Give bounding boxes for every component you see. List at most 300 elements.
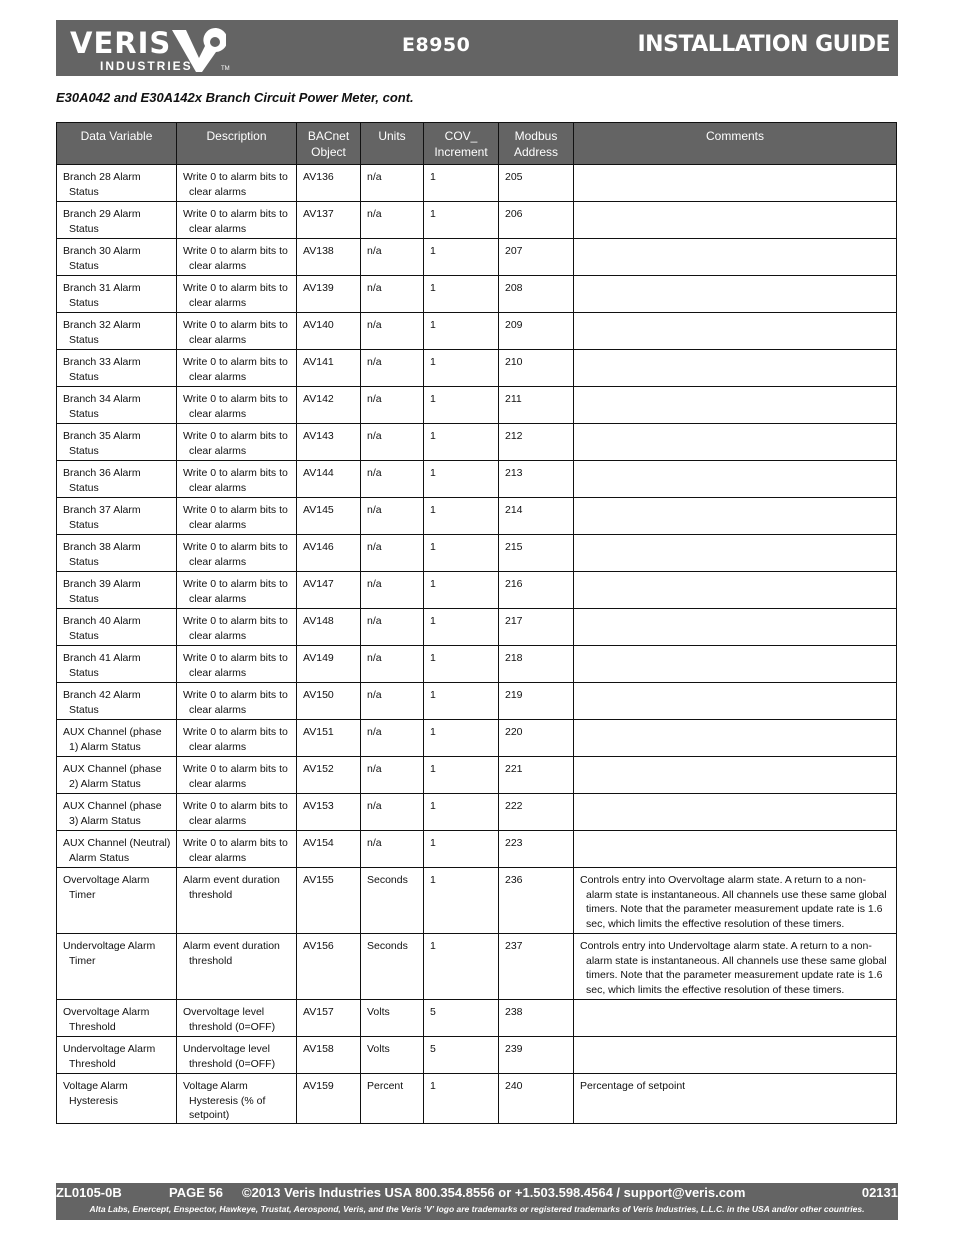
- cov-increment-cell: [424, 794, 499, 831]
- modbus-address-cell: [499, 498, 574, 535]
- units-cell: [361, 794, 424, 831]
- bacnet-object-cell: [297, 757, 361, 794]
- cell-text: Write 0 to alarm bits to clear alarms: [183, 467, 288, 494]
- description-cell: [177, 868, 297, 934]
- cell-text: Controls entry into Overvoltage alarm state. A return to a non-alarm state is instantaneous. All channels use these same global timers. Note that the parameter measurement update rate is 1.6 sec, which limits the effective resolution of these timers.: [580, 874, 887, 930]
- modbus-address-cell: [499, 934, 574, 1000]
- cell-text: n/a: [367, 319, 382, 331]
- comments-cell: [574, 757, 897, 794]
- cell-text: Branch 30 Alarm Status: [63, 245, 141, 272]
- bacnet-object-cell: [297, 202, 361, 239]
- cell-text: 219: [505, 689, 523, 701]
- cell-text: 1: [430, 763, 436, 775]
- cell-text: Branch 36 Alarm Status: [63, 467, 141, 494]
- units-cell: [361, 757, 424, 794]
- cell-text: Voltage Alarm Hysteresis: [63, 1080, 128, 1107]
- cell-text: 205: [505, 171, 523, 183]
- cell-text: 1: [430, 504, 436, 516]
- description-cell: [177, 757, 297, 794]
- data-variable-cell: [57, 868, 177, 934]
- data-variable-cell: [57, 609, 177, 646]
- modbus-address-cell: [499, 683, 574, 720]
- cell-text: Write 0 to alarm bits to clear alarms: [183, 763, 288, 790]
- table-row: [57, 535, 897, 572]
- cov-increment-cell: [424, 313, 499, 350]
- cell-text: 1: [430, 541, 436, 553]
- cell-text: 209: [505, 319, 523, 331]
- cell-text: 1: [430, 208, 436, 220]
- cell-text: Write 0 to alarm bits to clear alarms: [183, 689, 288, 716]
- cell-text: n/a: [367, 578, 382, 590]
- cell-text: 207: [505, 245, 523, 257]
- data-variable-cell: [57, 1000, 177, 1037]
- bacnet-object-cell: [297, 424, 361, 461]
- cell-text: n/a: [367, 393, 382, 405]
- cell-text: 240: [505, 1080, 523, 1092]
- data-variable-cell: [57, 646, 177, 683]
- description-cell: [177, 350, 297, 387]
- comments-cell: [574, 1037, 897, 1074]
- bacnet-object-cell: [297, 683, 361, 720]
- cell-text: 1: [430, 874, 436, 886]
- table-row: [57, 202, 897, 239]
- cell-text: 218: [505, 652, 523, 664]
- cov-increment-cell: [424, 1000, 499, 1037]
- column-header: COV_ Increment: [424, 123, 499, 165]
- cell-text: n/a: [367, 356, 382, 368]
- modbus-address-cell: [499, 831, 574, 868]
- page-footer: [56, 1183, 898, 1220]
- cell-text: Controls entry into Undervoltage alarm state. A return to a non-alarm state is instantaneous. All channels use these same global timers. Note that the parameter measurement update rate is 1.6 sec, which limits the effective resolution of these timers.: [580, 940, 887, 996]
- units-cell: [361, 934, 424, 1000]
- column-header: Data Variable: [57, 123, 177, 165]
- description-cell: [177, 720, 297, 757]
- cov-increment-cell: [424, 683, 499, 720]
- cell-text: 1: [430, 1080, 436, 1092]
- bacnet-object-cell: [297, 609, 361, 646]
- description-cell: [177, 609, 297, 646]
- modbus-address-cell: [499, 572, 574, 609]
- data-variable-cell: [57, 350, 177, 387]
- logo-subtitle: INDUSTRIES: [100, 59, 193, 73]
- cell-text: Write 0 to alarm bits to clear alarms: [183, 615, 288, 642]
- description-cell: [177, 276, 297, 313]
- data-variable-cell: [57, 572, 177, 609]
- cov-increment-cell: [424, 609, 499, 646]
- cell-text: 238: [505, 1006, 523, 1018]
- cov-increment-cell: [424, 572, 499, 609]
- cell-text: 223: [505, 837, 523, 849]
- comments-cell: [574, 572, 897, 609]
- column-header: BACnet Object: [297, 123, 361, 165]
- cov-increment-cell: [424, 239, 499, 276]
- comments-cell: [574, 350, 897, 387]
- cell-text: 1: [430, 467, 436, 479]
- description-cell: [177, 165, 297, 202]
- cov-increment-cell: [424, 831, 499, 868]
- description-cell: [177, 239, 297, 276]
- cell-text: AV144: [303, 467, 334, 479]
- cell-text: AV151: [303, 726, 334, 738]
- cell-text: Branch 39 Alarm Status: [63, 578, 141, 605]
- modbus-address-cell: [499, 461, 574, 498]
- cell-text: Write 0 to alarm bits to clear alarms: [183, 319, 288, 346]
- modbus-address-cell: [499, 313, 574, 350]
- comments-cell: [574, 313, 897, 350]
- cell-text: 1: [430, 245, 436, 257]
- column-header: Units: [361, 123, 424, 165]
- cell-text: Write 0 to alarm bits to clear alarms: [183, 541, 288, 568]
- bacnet-object-cell: [297, 387, 361, 424]
- logo-trademark: TM: [221, 66, 230, 72]
- table-row: [57, 313, 897, 350]
- cell-text: 1: [430, 689, 436, 701]
- table-row: [57, 720, 897, 757]
- cell-text: AUX Channel (phase 3) Alarm Status: [63, 800, 162, 827]
- cell-text: 1: [430, 726, 436, 738]
- modbus-address-cell: [499, 165, 574, 202]
- cell-text: AV158: [303, 1043, 334, 1055]
- cell-text: 212: [505, 430, 523, 442]
- cov-increment-cell: [424, 276, 499, 313]
- cell-text: Write 0 to alarm bits to clear alarms: [183, 393, 288, 420]
- units-cell: [361, 165, 424, 202]
- cell-text: 237: [505, 940, 523, 952]
- cell-text: Alarm event duration threshold: [183, 940, 280, 967]
- table-row: [57, 794, 897, 831]
- cell-text: AV136: [303, 171, 334, 183]
- cov-increment-cell: [424, 757, 499, 794]
- cell-text: 221: [505, 763, 523, 775]
- cell-text: 5: [430, 1006, 436, 1018]
- cell-text: Percent: [367, 1080, 404, 1092]
- cov-increment-cell: [424, 350, 499, 387]
- comments-cell: [574, 609, 897, 646]
- cell-text: 222: [505, 800, 523, 812]
- cov-increment-cell: [424, 720, 499, 757]
- data-variable-cell: [57, 313, 177, 350]
- column-header: Comments: [574, 123, 897, 165]
- cell-text: 1: [430, 171, 436, 183]
- description-cell: [177, 313, 297, 350]
- comments-cell: [574, 535, 897, 572]
- page-number: PAGE 56: [169, 1185, 223, 1200]
- comments-cell: [574, 239, 897, 276]
- description-cell: [177, 572, 297, 609]
- cell-text: Branch 33 Alarm Status: [63, 356, 141, 383]
- cell-text: Volts: [367, 1006, 390, 1018]
- comments-cell: [574, 276, 897, 313]
- units-cell: [361, 424, 424, 461]
- cell-text: Write 0 to alarm bits to clear alarms: [183, 837, 288, 864]
- modbus-address-cell: [499, 350, 574, 387]
- modbus-address-cell: [499, 868, 574, 934]
- cell-text: AV146: [303, 541, 334, 553]
- cell-text: AUX Channel (phase 2) Alarm Status: [63, 763, 162, 790]
- cell-text: Branch 37 Alarm Status: [63, 504, 141, 531]
- cell-text: 217: [505, 615, 523, 627]
- cell-text: 1: [430, 578, 436, 590]
- cell-text: AV143: [303, 430, 334, 442]
- trademark-notice: Alta Labs, Enercept, Enspector, Hawkeye, Trustat, Aerospond, Veris, and the Veris ‘V’ logo are trademarks or registered trademarks of Veris Industries, L.L.C. in the USA and/or other countries.: [89, 1204, 865, 1214]
- description-cell: [177, 1074, 297, 1124]
- cell-text: Branch 34 Alarm Status: [63, 393, 141, 420]
- modbus-address-cell: [499, 276, 574, 313]
- cell-text: Alarm event duration threshold: [183, 874, 280, 901]
- comments-cell: [574, 934, 897, 1000]
- bacnet-object-cell: [297, 831, 361, 868]
- cell-text: Write 0 to alarm bits to clear alarms: [183, 652, 288, 679]
- data-variable-cell: [57, 1074, 177, 1124]
- cell-text: 236: [505, 874, 523, 886]
- cov-increment-cell: [424, 498, 499, 535]
- cell-text: 208: [505, 282, 523, 294]
- data-variable-cell: [57, 387, 177, 424]
- units-cell: [361, 202, 424, 239]
- table-row: [57, 350, 897, 387]
- cov-increment-cell: [424, 1074, 499, 1124]
- units-cell: [361, 1074, 424, 1124]
- description-cell: [177, 646, 297, 683]
- bacnet-object-cell: [297, 1000, 361, 1037]
- cell-text: n/a: [367, 282, 382, 294]
- units-cell: [361, 276, 424, 313]
- cell-text: 216: [505, 578, 523, 590]
- units-cell: [361, 683, 424, 720]
- bacnet-object-cell: [297, 868, 361, 934]
- modbus-address-cell: [499, 1000, 574, 1037]
- cell-text: Branch 31 Alarm Status: [63, 282, 141, 309]
- data-variable-cell: [57, 683, 177, 720]
- cell-text: n/a: [367, 763, 382, 775]
- description-cell: [177, 1000, 297, 1037]
- modbus-address-cell: [499, 646, 574, 683]
- table-row: [57, 1000, 897, 1037]
- units-cell: [361, 239, 424, 276]
- table-header-row: [57, 123, 897, 165]
- cell-text: AV138: [303, 245, 334, 257]
- cell-text: 214: [505, 504, 523, 516]
- cell-text: 210: [505, 356, 523, 368]
- cell-text: Seconds: [367, 874, 408, 886]
- units-cell: [361, 1037, 424, 1074]
- description-cell: [177, 424, 297, 461]
- description-cell: [177, 461, 297, 498]
- bacnet-object-cell: [297, 461, 361, 498]
- cell-text: Write 0 to alarm bits to clear alarms: [183, 208, 288, 235]
- description-cell: [177, 387, 297, 424]
- cell-text: n/a: [367, 800, 382, 812]
- cell-text: Branch 28 Alarm Status: [63, 171, 141, 198]
- description-cell: [177, 683, 297, 720]
- description-cell: [177, 794, 297, 831]
- units-cell: [361, 572, 424, 609]
- cov-increment-cell: [424, 461, 499, 498]
- cell-text: AV154: [303, 837, 334, 849]
- cov-increment-cell: [424, 646, 499, 683]
- cov-increment-cell: [424, 424, 499, 461]
- cell-text: Volts: [367, 1043, 390, 1055]
- comments-cell: [574, 1074, 897, 1124]
- cell-text: Branch 42 Alarm Status: [63, 689, 141, 716]
- data-variable-cell: [57, 498, 177, 535]
- comments-cell: [574, 720, 897, 757]
- modbus-address-cell: [499, 794, 574, 831]
- cov-increment-cell: [424, 202, 499, 239]
- cell-text: Write 0 to alarm bits to clear alarms: [183, 430, 288, 457]
- comments-cell: [574, 831, 897, 868]
- cell-text: AV148: [303, 615, 334, 627]
- cell-text: n/a: [367, 837, 382, 849]
- cell-text: 1: [430, 430, 436, 442]
- cell-text: Branch 38 Alarm Status: [63, 541, 141, 568]
- cell-text: Undervoltage Alarm Threshold: [63, 1043, 156, 1070]
- modbus-address-cell: [499, 239, 574, 276]
- cell-text: AV140: [303, 319, 334, 331]
- units-cell: [361, 868, 424, 934]
- comments-cell: [574, 165, 897, 202]
- data-variable-cell: [57, 720, 177, 757]
- data-variable-cell: [57, 461, 177, 498]
- comments-cell: [574, 794, 897, 831]
- copyright-contact: ©2013 Veris Industries USA 800.354.8556 or +1.503.598.4564 / support@veris.com: [242, 1185, 746, 1200]
- cell-text: AUX Channel (Neutral) Alarm Status: [63, 837, 171, 864]
- table-row: [57, 683, 897, 720]
- section-subtitle: E30A042 and E30A142x Branch Circuit Power Meter, cont.: [56, 90, 414, 105]
- bacnet-object-cell: [297, 276, 361, 313]
- cell-text: AV150: [303, 689, 334, 701]
- cell-text: n/a: [367, 615, 382, 627]
- cell-text: Write 0 to alarm bits to clear alarms: [183, 726, 288, 753]
- cell-text: AV147: [303, 578, 334, 590]
- cov-increment-cell: [424, 934, 499, 1000]
- column-header: Description: [177, 123, 297, 165]
- description-cell: [177, 535, 297, 572]
- modbus-address-cell: [499, 757, 574, 794]
- cell-text: 1: [430, 837, 436, 849]
- cell-text: 1: [430, 940, 436, 952]
- data-variable-table: [56, 122, 897, 1124]
- bacnet-object-cell: [297, 720, 361, 757]
- units-cell: [361, 831, 424, 868]
- cell-text: AUX Channel (phase 1) Alarm Status: [63, 726, 162, 753]
- modbus-address-cell: [499, 535, 574, 572]
- cell-text: AV157: [303, 1006, 334, 1018]
- table-row: [57, 757, 897, 794]
- units-cell: [361, 313, 424, 350]
- table-row: [57, 1074, 897, 1124]
- table-row: [57, 498, 897, 535]
- data-variable-cell: [57, 1037, 177, 1074]
- table-row: [57, 609, 897, 646]
- cell-text: AV159: [303, 1080, 334, 1092]
- cell-text: Write 0 to alarm bits to clear alarms: [183, 245, 288, 272]
- cell-text: Undervoltage level threshold (0=OFF): [183, 1043, 276, 1070]
- units-cell: [361, 387, 424, 424]
- data-variable-cell: [57, 831, 177, 868]
- cell-text: 1: [430, 356, 436, 368]
- bacnet-object-cell: [297, 646, 361, 683]
- table-row: [57, 831, 897, 868]
- bacnet-object-cell: [297, 1037, 361, 1074]
- modbus-address-cell: [499, 720, 574, 757]
- bacnet-object-cell: [297, 572, 361, 609]
- table-row: [57, 646, 897, 683]
- comments-cell: [574, 424, 897, 461]
- data-variable-cell: [57, 239, 177, 276]
- table-row: [57, 165, 897, 202]
- modbus-address-cell: [499, 202, 574, 239]
- table-row: [57, 868, 897, 934]
- cell-text: AV155: [303, 874, 334, 886]
- modbus-address-cell: [499, 1074, 574, 1124]
- comments-cell: [574, 683, 897, 720]
- cell-text: AV145: [303, 504, 334, 516]
- description-cell: [177, 934, 297, 1000]
- cell-text: Seconds: [367, 940, 408, 952]
- comments-cell: [574, 461, 897, 498]
- table-row: [57, 387, 897, 424]
- cell-text: 1: [430, 652, 436, 664]
- modbus-address-cell: [499, 424, 574, 461]
- cell-text: 1: [430, 319, 436, 331]
- cov-increment-cell: [424, 1037, 499, 1074]
- cell-text: n/a: [367, 652, 382, 664]
- cell-text: Write 0 to alarm bits to clear alarms: [183, 171, 288, 198]
- cell-text: 213: [505, 467, 523, 479]
- data-variable-cell: [57, 535, 177, 572]
- cell-text: Voltage Alarm Hysteresis (% of setpoint): [183, 1080, 266, 1121]
- cell-text: Overvoltage Alarm Threshold: [63, 1006, 150, 1033]
- table-row: [57, 276, 897, 313]
- units-cell: [361, 461, 424, 498]
- cell-text: 1: [430, 282, 436, 294]
- table-row: [57, 1037, 897, 1074]
- cell-text: 1: [430, 800, 436, 812]
- comments-cell: [574, 646, 897, 683]
- date-code: 02131: [861, 1185, 898, 1200]
- bacnet-object-cell: [297, 165, 361, 202]
- cell-text: n/a: [367, 171, 382, 183]
- table-row: [57, 424, 897, 461]
- cell-text: n/a: [367, 689, 382, 701]
- cell-text: AV142: [303, 393, 334, 405]
- cell-text: n/a: [367, 504, 382, 516]
- data-variable-cell: [57, 202, 177, 239]
- table-row: [57, 239, 897, 276]
- bacnet-object-cell: [297, 535, 361, 572]
- cell-text: 206: [505, 208, 523, 220]
- cell-text: 220: [505, 726, 523, 738]
- bacnet-object-cell: [297, 1074, 361, 1124]
- description-cell: [177, 498, 297, 535]
- column-header: Modbus Address: [499, 123, 574, 165]
- page-header: [56, 20, 898, 76]
- cell-text: Branch 40 Alarm Status: [63, 615, 141, 642]
- cell-text: n/a: [367, 430, 382, 442]
- bacnet-object-cell: [297, 313, 361, 350]
- description-cell: [177, 831, 297, 868]
- comments-cell: [574, 202, 897, 239]
- table-row: [57, 934, 897, 1000]
- data-variable-cell: [57, 276, 177, 313]
- units-cell: [361, 535, 424, 572]
- cell-text: AV156: [303, 940, 334, 952]
- description-cell: [177, 202, 297, 239]
- data-variable-cell: [57, 424, 177, 461]
- cell-text: AV152: [303, 763, 334, 775]
- cell-text: Branch 35 Alarm Status: [63, 430, 141, 457]
